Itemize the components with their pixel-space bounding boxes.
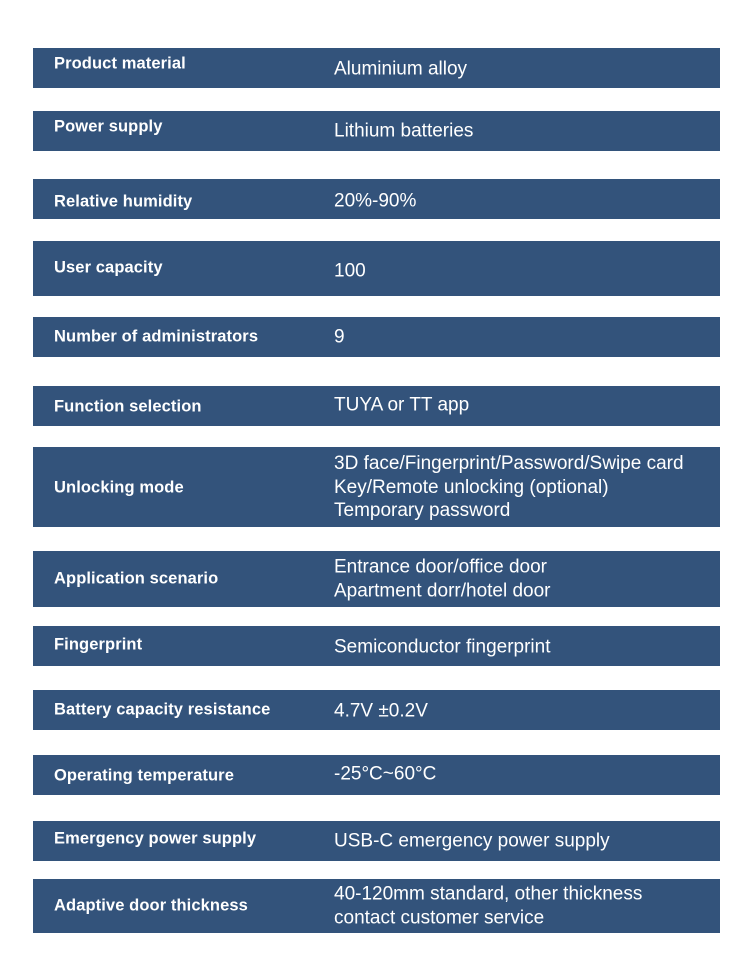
spec-label: Adaptive door thickness: [54, 896, 248, 915]
spec-value-line: Key/Remote unlocking (optional): [334, 476, 609, 498]
spec-label: Emergency power supply: [54, 829, 257, 848]
spec-row-power-supply: [33, 111, 720, 151]
spec-value: [334, 325, 345, 349]
spec-value-line: contact customer service: [334, 907, 545, 928]
spec-value: [334, 189, 416, 213]
spec-value-line: 3D face/Fingerprint/Password/Swipe card: [334, 452, 684, 474]
spec-label: Fingerprint: [54, 635, 143, 654]
spec-label: Number of administrators: [54, 327, 259, 346]
spec-value-line: Semiconductor fingerprint: [334, 636, 551, 658]
spec-value: [334, 452, 684, 523]
spec-value: [334, 556, 551, 603]
spec-label: Application scenario: [54, 569, 219, 588]
spec-row-application-scenario: [33, 551, 720, 607]
spec-label: User capacity: [54, 258, 163, 276]
spec-label: Function selection: [54, 397, 202, 416]
spec-row-number-of-administrators: [33, 317, 720, 357]
spec-value: [334, 259, 366, 283]
spec-label: Operating temperature: [54, 766, 234, 785]
spec-value-line: Temporary password: [334, 499, 511, 521]
spec-row-user-capacity: [33, 241, 720, 296]
spec-value-line: 20%-90%: [334, 190, 417, 212]
spec-value: [334, 699, 428, 723]
spec-value: [334, 762, 436, 786]
spec-label: Battery capacity resistance: [54, 700, 271, 719]
spec-row-battery-capacity-resistance: [33, 690, 720, 730]
spec-value-line: Aluminium alloy: [334, 58, 468, 80]
spec-row-operating-temperature: [33, 755, 720, 795]
spec-row-fingerprint: [33, 626, 720, 666]
spec-value-line: -25°C~60°C: [334, 763, 437, 785]
spec-row-adaptive-door-thickness: [33, 879, 720, 933]
spec-row-relative-humidity: [33, 179, 720, 219]
spec-value-line: USB-C emergency power supply: [334, 830, 610, 852]
spec-row-product-material: [33, 48, 720, 88]
spec-value: [334, 829, 610, 853]
spec-value-line: Lithium batteries: [334, 120, 474, 142]
spec-label: Power supply: [54, 117, 163, 136]
spec-value: [334, 57, 467, 81]
spec-label: Unlocking mode: [54, 478, 184, 497]
spec-value-line: Entrance door/office door: [334, 556, 548, 578]
spec-value: [334, 883, 642, 930]
spec-value-line: 40-120mm standard, other thickness: [334, 883, 643, 905]
spec-label: Relative humidity: [54, 192, 193, 211]
spec-value-line: Apartment dorr/hotel door: [334, 580, 551, 601]
spec-row-unlocking-mode: [33, 447, 720, 527]
spec-value: [334, 393, 469, 417]
spec-label: Product material: [54, 54, 186, 73]
spec-value: [334, 119, 473, 143]
spec-value: [334, 635, 551, 659]
spec-value-line: 4.7V ±0.2V: [334, 700, 428, 722]
spec-value-line: TUYA or TT app: [334, 394, 470, 416]
spec-row-function-selection: [33, 386, 720, 426]
spec-value-line: 100: [334, 259, 366, 281]
spec-row-emergency-power-supply: [33, 821, 720, 861]
spec-value-line: 9: [334, 326, 345, 348]
